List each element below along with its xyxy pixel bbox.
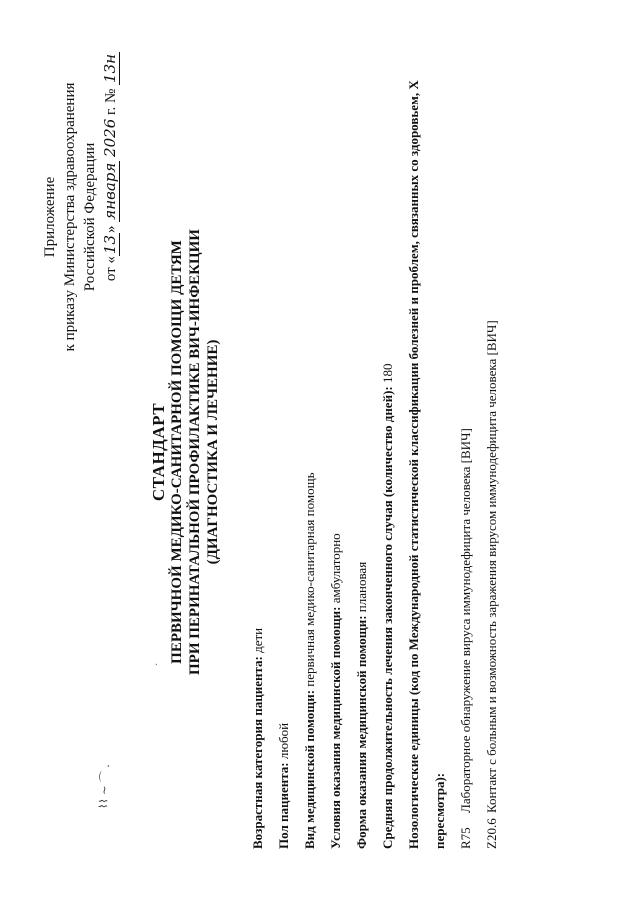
document-title [150,0,222,904]
appendix-line-2: к приказу Министерства здравоохранения [62,82,78,352]
title-line-4: (ДИАГНОСТИКА И ЛЕЧЕНИЕ) [205,339,221,565]
appendix-line-3: Российской Федерации [82,142,98,292]
icd-code: Z20.6 [484,818,499,849]
care-conditions: Условия оказания медицинской помощи: амбулаторно [328,533,343,849]
order-number: 13н [101,54,119,83]
icd-description: Лабораторное обнаружение вируса иммунодефицита человека [ВИЧ] [458,428,473,813]
patient-sex: Пол пациента: любой [276,722,291,849]
appendix-line-1: Приложение [42,176,58,258]
title-line-3: ПРИ ПЕРИНАТАЛЬНОЙ ПРОФИЛАКТИКЕ ВИЧ-ИНФЕКЦИИ [187,229,203,675]
order-day: 13 [101,234,119,255]
order-year: 2026 [101,118,119,157]
handwritten-mark: ⌇⌇ ~ ⌒ . [96,763,113,810]
icd-row-1 [453,29,479,849]
nosology-heading: Нозологические единицы (код по Международной статистической классификации болезней и проблем, связанных со здоровьем, Х пересмотра): [406,80,447,849]
order-reference: от «13» января 2026 г. № 13н [101,54,119,282]
title-line-1: СТАНДАРТ [149,402,168,502]
care-type: Вид медицинской помощи: первичная медико-санитарная помощь [302,472,317,849]
age-category: Возрастная категория пациента: дети [250,627,265,849]
icd-code: R75 [458,827,473,849]
title-line-2: ПЕРВИЧНОЙ МЕДИКО-САНИТАРНОЙ ПОМОЩИ ДЕТЯМ [169,240,185,664]
appendix-header [40,52,121,382]
icd-row-2 [479,29,505,849]
icd-description: Контакт с больным и возможность заражения вирусом иммунодефицита человека [ВИЧ] [484,320,499,813]
care-form: Форма оказания медицинской помощи: плановая [354,561,369,849]
treatment-duration: Средняя продолжительность лечения законченного случая (количество дней): 180 [380,363,395,849]
scan-mark: · [152,662,163,666]
order-month: января [101,162,119,220]
standard-parameters [245,29,505,849]
